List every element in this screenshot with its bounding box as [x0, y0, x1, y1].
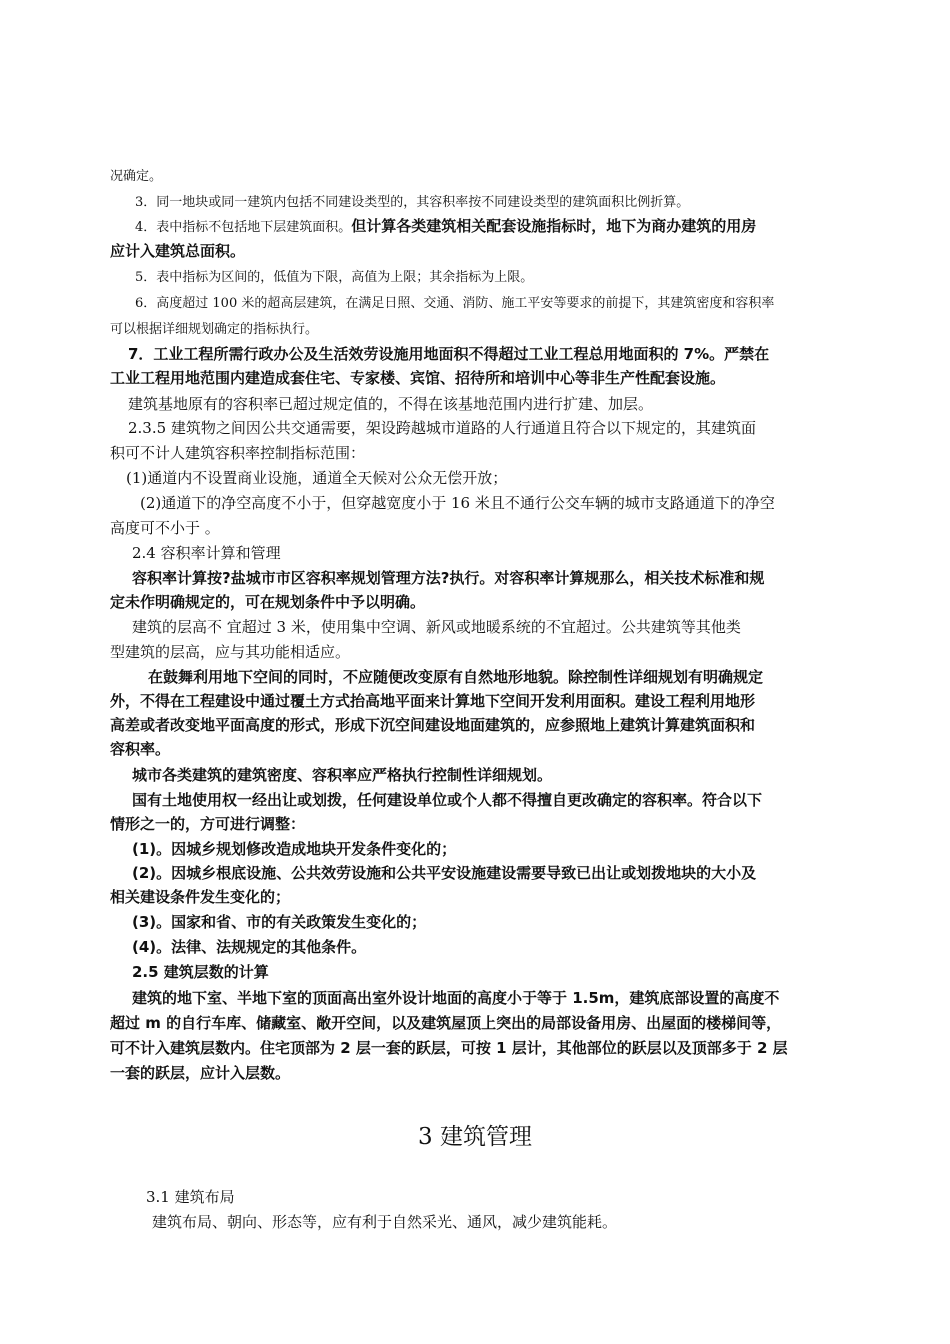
paragraph-storeys: 建筑的地下室、半地下室的顶面高出室外设计地面的高度小于等于 1.5m，建筑底部设置的高度不	[132, 989, 780, 1007]
section-2-4-title: 2.4 容积率计算和管理	[132, 544, 281, 562]
item-1: (1)通道内不设置商业设施，通道全天候对公众无偿开放；	[126, 469, 508, 487]
section-2-5-title: 2.5 建筑层数的计算	[132, 963, 269, 981]
paragraph-storeys-line3: 可不计入建筑层数内。住宅顶部为 2 层一套的跃层，可按 1 层计，其他部位的跃层以及顶部多于 2 层	[110, 1039, 788, 1057]
note-4-continued: 应计入建筑总面积。	[110, 242, 246, 260]
clause-2-3-5: 2.3.5 建筑物之间因公共交通需要，架设跨越城市道路的人行通道且符合以下规定的，其建筑面	[128, 419, 756, 437]
paragraph-far-calc: 容积率计算按?盐城市市区容积率规划管理方法?执行。对容积率计算规那么，相关技术标准和规	[132, 569, 765, 587]
adjust-item-1: (1)。因城乡规划修改造成地块开发条件变化的；	[132, 840, 457, 858]
note-7-continued: 工业工程用地范围内建造成套住宅、专家楼、宾馆、招待所和培训中心等非生产性配套设施。	[110, 369, 726, 387]
note-4-bold: 但计算各类建筑相关配套设施指标时，地下为商办建筑的用房	[351, 217, 757, 235]
paragraph-floor-height: 建筑的层高不 宜超过 3 米，使用集中空调、新风或地暖系统的不宜超过。公共建筑等其他类	[132, 618, 741, 636]
item-2-continued: 高度可不小于 。	[110, 519, 220, 537]
note-3: 3．同一地块或同一建筑内包括不同建设类型的，其容积率按不同建设类型的建筑面积比例折算。	[135, 195, 690, 210]
adjust-item-2: (2)。因城乡根底设施、公共效劳设施和公共平安设施建设需要导致已出让或划拨地块的大小及	[132, 864, 757, 882]
paragraph-land-use-continued: 情形之一的，方可进行调整：	[110, 815, 306, 833]
item-2: (2)通道下的净空高度不小于，但穿越宽度小于 16 米且不通行公交车辆的城市支路通道下的净空	[140, 494, 775, 512]
note-4	[135, 215, 850, 236]
section-3-1-text: 建筑布局、朝向、形态等，应有利于自然采光、通风，减少建筑能耗。	[152, 1213, 618, 1231]
paragraph-far-calc-continued: 定未作明确规定的，可在规划条件中予以明确。	[110, 593, 426, 611]
adjust-item-3: (3)。国家和省、市的有关政策发生变化的；	[132, 913, 427, 931]
clause-2-3-5-continued: 积可不计人建筑容积率控制指标范围：	[110, 444, 366, 462]
note-6: 6．高度超过 100 米的超高层建筑，在满足日照、交通、消防、施工平安等要求的前提下，其建筑密度和容积率	[135, 296, 775, 311]
paragraph-underground-line4: 容积率。	[110, 740, 171, 758]
paragraph-storeys-line4: 一套的跃层，应计入层数。	[110, 1064, 291, 1082]
paragraph-land-use: 国有土地使用权一经出让或划拨，任何建设单位或个人都不得擅自更改确定的容积率。符合以下	[132, 791, 763, 809]
paragraph-underground: 在鼓舞利用地下空间的同时，不应随便改变原有自然地形地貌。除控制性详细规划有明确规定	[148, 668, 764, 686]
note-6-continued: 可以根据详细规划确定的指标执行。	[110, 322, 319, 337]
paragraph-floor-height-continued: 型建筑的层高，应与其功能相适应。	[110, 643, 351, 661]
note-4-normal: 4．表中指标不包括地下层建筑面积。	[135, 220, 352, 235]
chapter-heading: 3 建筑管理	[418, 1124, 532, 1150]
paragraph-storeys-line2: 超过 m 的自行车库、储藏室、敞开空间，以及建筑屋顶上突出的局部设备用房、出屋面的楼梯间等，	[110, 1014, 782, 1032]
note-7: 7．工业工程所需行政办公及生活效劳设施用地面积不得超过工业工程总用地面积的 7%。严禁在	[128, 345, 770, 363]
note-5: 5．表中指标为区间的，低值为下限，高值为上限；其余指标为上限。	[135, 270, 534, 285]
adjust-item-2-continued: 相关建设条件发生变化的；	[110, 888, 291, 906]
paragraph-underground-line3: 高差或者改变地平面高度的形式，形成下沉空间建设地面建筑的，应参照地上建筑计算建筑面积和	[110, 716, 756, 734]
paragraph-density: 城市各类建筑的建筑密度、容积率应严格执行控制性详细规划。	[132, 766, 553, 784]
paragraph-base-far: 建筑基地原有的容积率已超过规定值的，不得在该基地范围内进行扩建、加层。	[128, 395, 654, 413]
text-line: 况确定。	[110, 169, 163, 184]
adjust-item-4: (4)。法律、法规规定的其他条件。	[132, 938, 367, 956]
section-3-1-title: 3.1 建筑布局	[146, 1188, 235, 1206]
paragraph-underground-line2: 外，不得在工程建设中通过覆土方式抬高地平面来计算地下空间开发利用面积。建设工程利用地形	[110, 692, 756, 710]
